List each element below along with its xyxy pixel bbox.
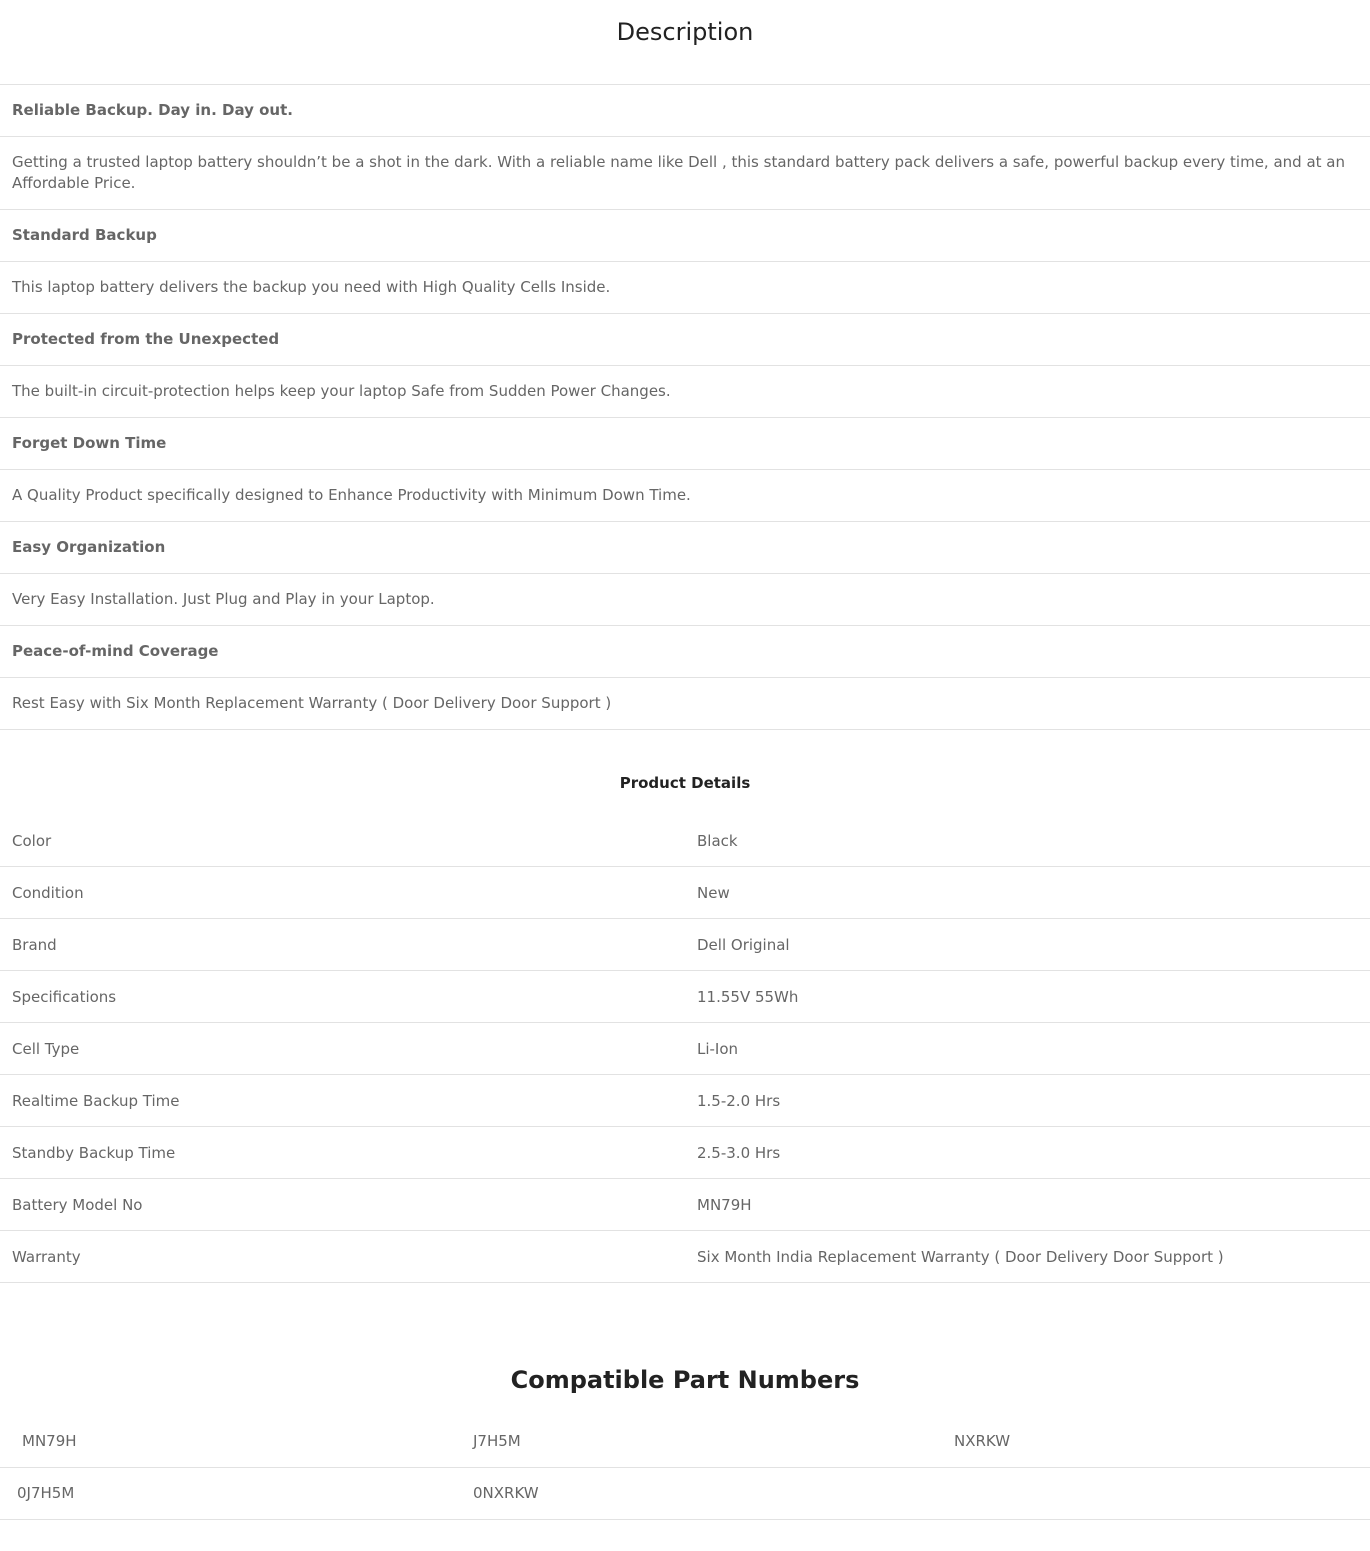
part-number: MN79H: [22, 1432, 77, 1450]
description-body-text: Rest Easy with Six Month Replacement Warranty ( Door Delivery Door Support ): [12, 694, 612, 712]
description-text: [0, 678, 1370, 730]
compatible-parts-title: Compatible Part Numbers: [510, 1366, 860, 1394]
detail-value: Black: [697, 831, 738, 850]
description-heading-text: Reliable Backup. Day in. Day out.: [12, 101, 293, 119]
description-heading: [0, 418, 1370, 470]
part-number: 0J7H5M: [17, 1484, 75, 1502]
table-row: [0, 919, 1370, 971]
detail-value: 1.5-2.0 Hrs: [697, 1091, 781, 1110]
description-body-text: The built-in circuit-protection helps keep your laptop Safe from Sudden Power Changes.: [12, 382, 671, 400]
description-heading-text: Forget Down Time: [12, 434, 167, 452]
description-heading: [0, 210, 1370, 262]
detail-label: Warranty: [12, 1247, 81, 1266]
detail-value: Six Month India Replacement Warranty ( Door Delivery Door Support ): [697, 1247, 1224, 1266]
table-row: [0, 1468, 1370, 1520]
description-body-text: This laptop battery delivers the backup you need with High Quality Cells Inside.: [12, 278, 611, 296]
part-number: J7H5M: [473, 1432, 521, 1450]
detail-value: 11.55V 55Wh: [697, 987, 799, 1006]
detail-value: Li-Ion: [697, 1039, 739, 1058]
detail-value: MN79H: [697, 1195, 752, 1214]
description-heading-text: Easy Organization: [12, 538, 166, 556]
description-heading: [0, 314, 1370, 366]
compatible-parts-table: [0, 1416, 1370, 1520]
product-details-title: Product Details: [619, 774, 751, 792]
detail-value: New: [697, 883, 730, 902]
table-row: [0, 1416, 1370, 1468]
detail-label: Color: [12, 831, 52, 850]
table-row: [0, 815, 1370, 867]
part-number: NXRKW: [954, 1432, 1011, 1450]
description-heading-text: Standard Backup: [12, 226, 157, 244]
description-heading: [0, 85, 1370, 137]
description-text: [0, 470, 1370, 522]
description-text: [0, 262, 1370, 314]
description-heading: [0, 522, 1370, 574]
table-row: [0, 971, 1370, 1023]
detail-label: Standby Backup Time: [12, 1143, 176, 1162]
description-heading-text: Peace-of-mind Coverage: [12, 642, 219, 660]
description-body-text: Very Easy Installation. Just Plug and Play in your Laptop.: [12, 590, 435, 608]
page-title: Description: [616, 18, 754, 46]
description-body-text: A Quality Product specifically designed to Enhance Productivity with Minimum Down Time.: [12, 486, 691, 504]
description-table: [0, 84, 1370, 730]
detail-label: Realtime Backup Time: [12, 1091, 180, 1110]
detail-label: Condition: [12, 883, 84, 902]
product-details-table: [0, 815, 1370, 1283]
description-text: [0, 366, 1370, 418]
detail-label: Brand: [12, 935, 57, 954]
table-row: [0, 1023, 1370, 1075]
description-heading-text: Protected from the Unexpected: [12, 330, 280, 348]
detail-value: Dell Original: [697, 935, 790, 954]
detail-value: 2.5-3.0 Hrs: [697, 1143, 781, 1162]
part-number: 0NXRKW: [473, 1484, 539, 1502]
table-row: [0, 1179, 1370, 1231]
detail-label: Battery Model No: [12, 1195, 143, 1214]
description-body-text: Getting a trusted laptop battery shouldn’t be a shot in the dark. With a reliable name like Dell , this standard battery pack delivers a safe, powerful backup every time, and at an Affordable Price.: [12, 153, 1345, 192]
description-text: [0, 137, 1370, 210]
description-heading: [0, 626, 1370, 678]
table-row: [0, 1231, 1370, 1283]
table-row: [0, 1075, 1370, 1127]
detail-label: Cell Type: [12, 1039, 80, 1058]
detail-label: Specifications: [12, 987, 117, 1006]
table-row: [0, 1127, 1370, 1179]
description-text: [0, 574, 1370, 626]
table-row: [0, 867, 1370, 919]
